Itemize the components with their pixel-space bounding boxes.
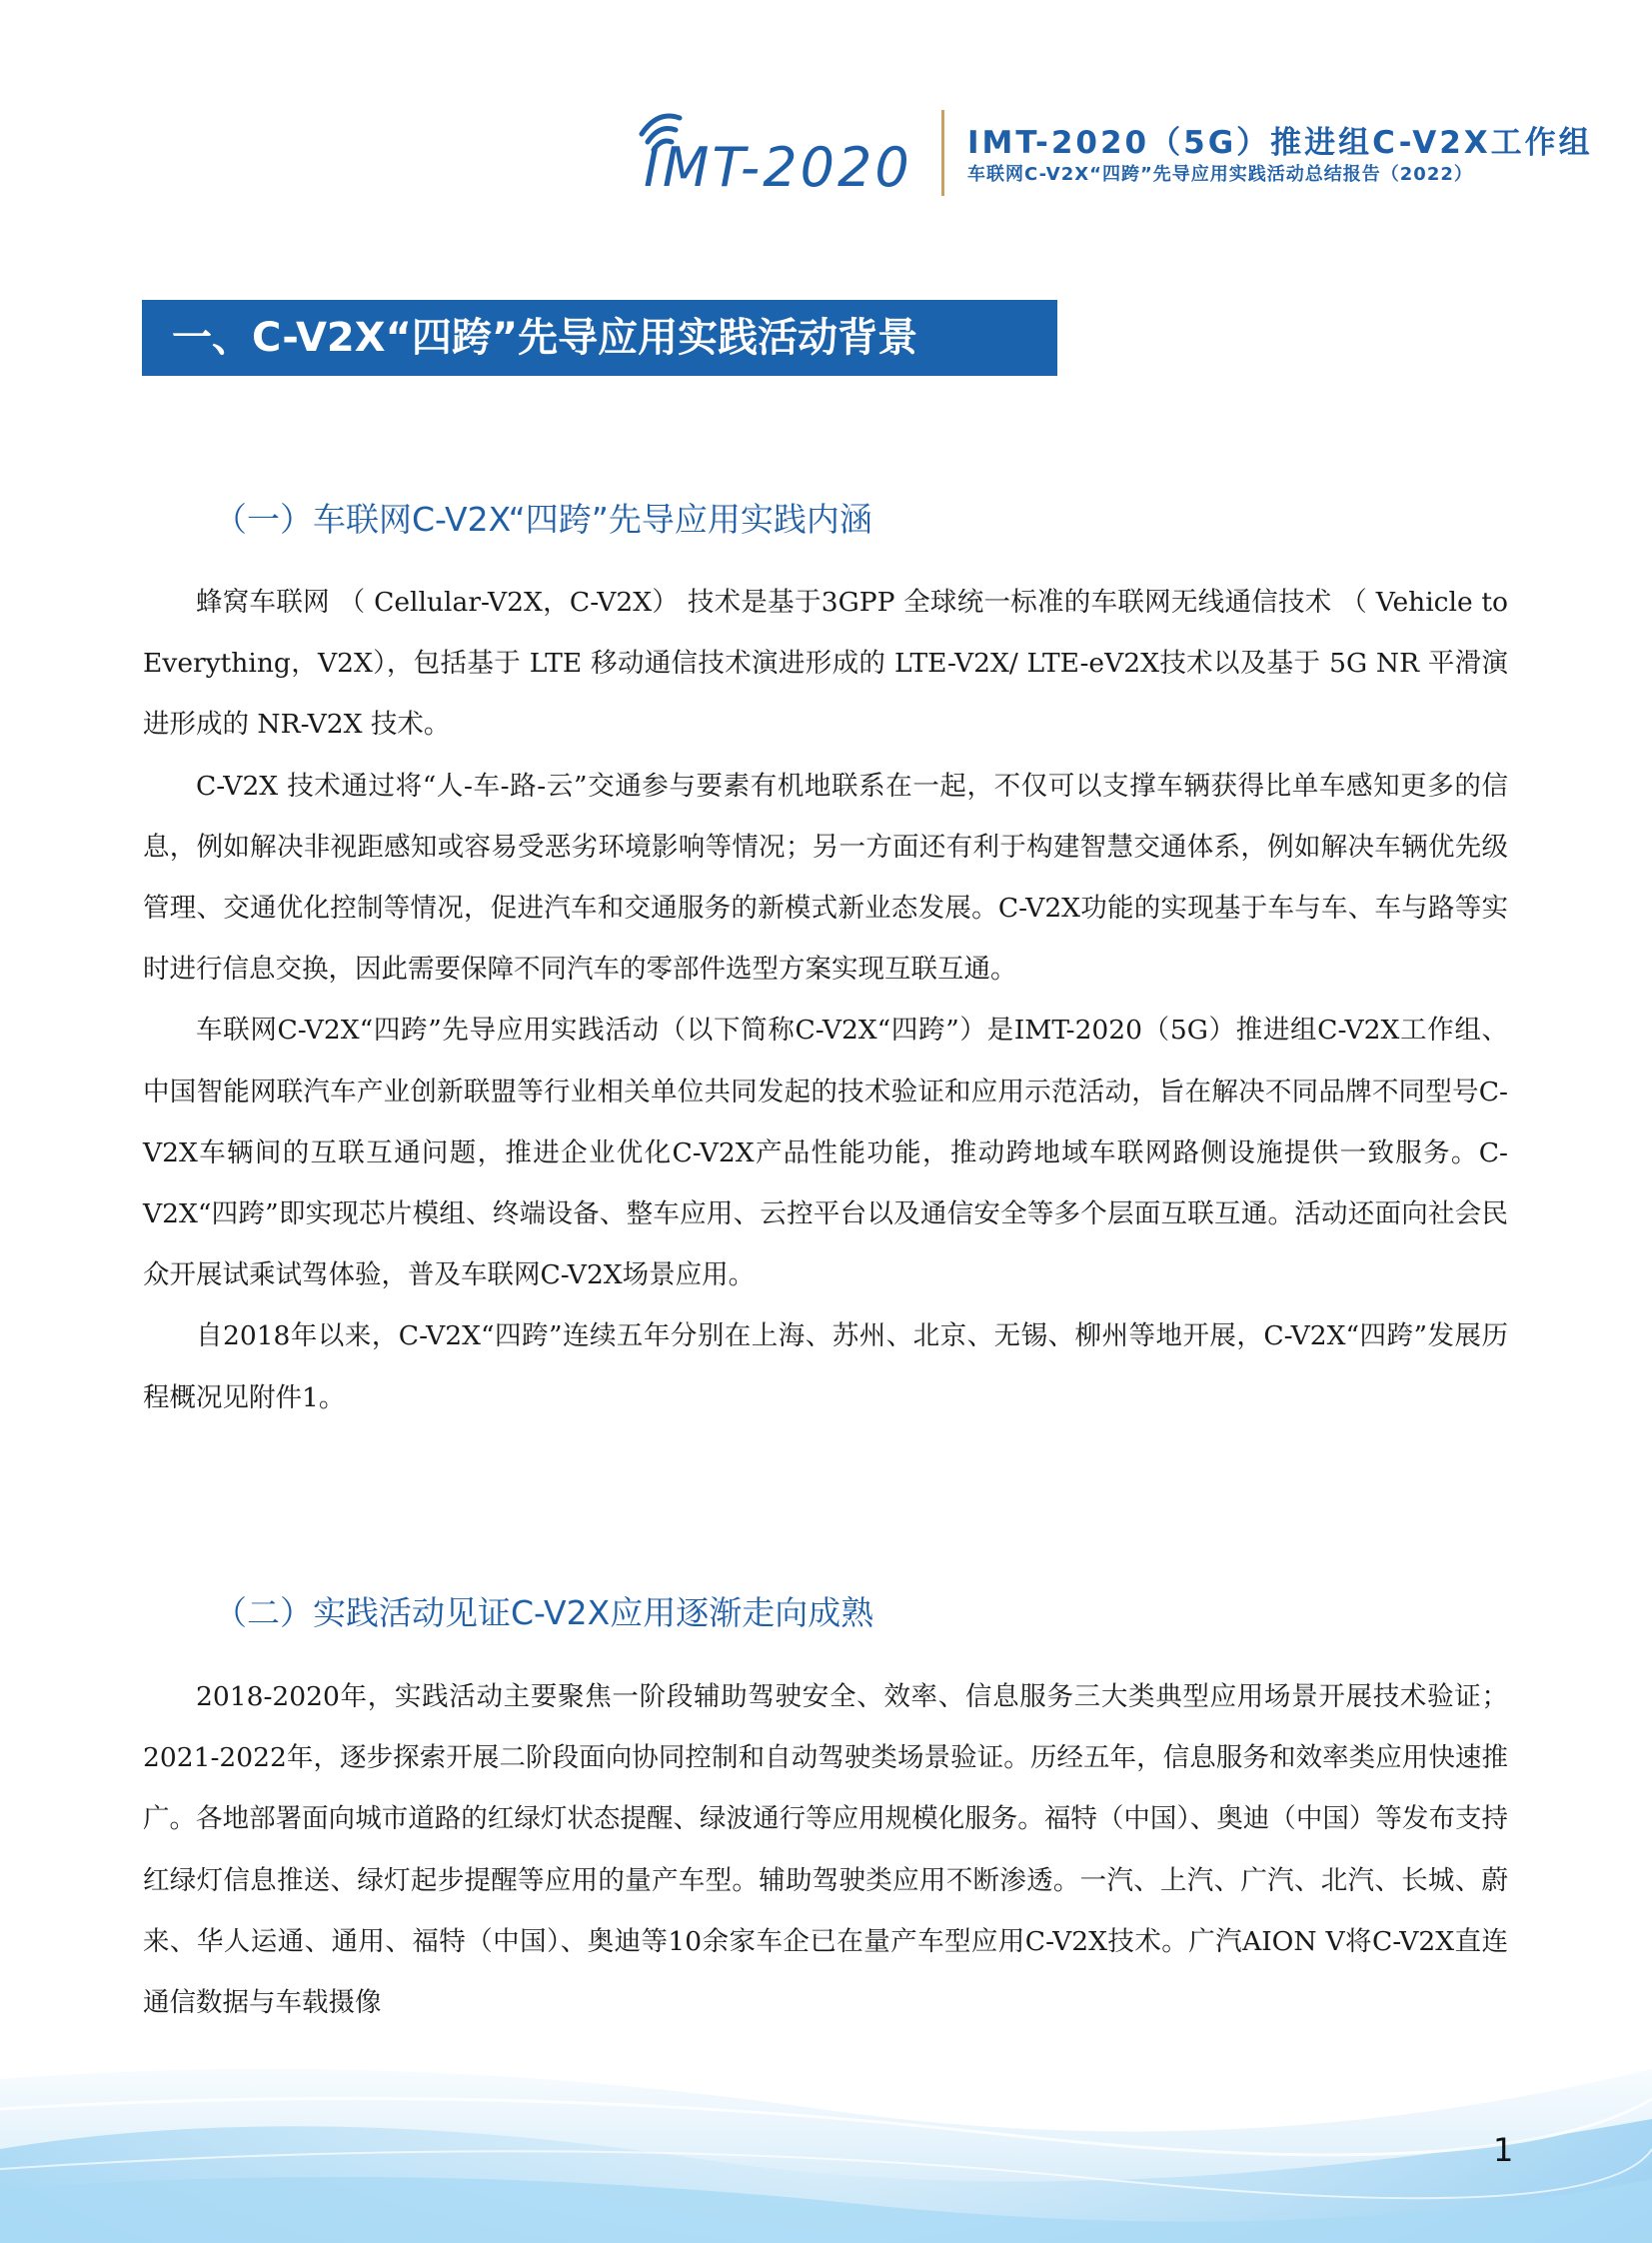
paragraph: C-V2X 技术通过将“人-车-路-云”交通参与要素有机地联系在一起，不仅可以支撑车辆获得比单车感知更多的信息，例如解决非视距感知或容易受恶劣环境影响等情况；另一方面还有利于构建智慧交通体系，例如解决车辆优先级管理、交通优化控制等情况，促进汽车和交通服务的新模式新业态发展。C-V2X功能的实现基于车与车、车与路等实时进行信息交换，因此需要保障不同汽车的零部件选型方案实现互联互通。 [143,770,1508,986]
section-1-body [143,572,1508,1428]
chapter-title: 一、C-V2X“四跨”先导应用实践活动背景 [172,315,918,361]
paragraph: 蜂窝车联网 （ Cellular-V2X，C-V2X） 技术是基于3GPP 全球统一标准的车联网无线通信技术 （ Vehicle to Everything，V2X），包括基于 LTE 移动通信技术演进形成的 LTE-V2X/ LTE-eV2X技术以及基于 5G NR 平滑演进形成的 NR-V2X 技术。 [143,587,1508,741]
header-org-title: IMT-2020（5G）推进组C-V2X工作组 [967,125,1593,161]
imt2020-logo [628,104,915,196]
page-number: 1 [1493,2131,1514,2169]
paragraph: 2018-2020年，实践活动主要聚焦一阶段辅助驾驶安全、效率、信息服务三大类典型应用场景开展技术验证；2021-2022年，逐步探索开展二阶段面向协同控制和自动驾驶类场景验证。历经五年，信息服务和效率类应用快速推广。各地部署面向城市道路的红绿灯状态提醒、绿波通行等应用规模化服务。福特（中国）、奥迪（中国）等发布支持红绿灯信息推送、绿灯起步提醒等应用的量产车型。辅助驾驶类应用不断渗透。一汽、上汽、广汽、北汽、长城、蔚来、华人运通、通用、福特（中国）、奥迪等10余家车企已在量产车型应用C-V2X技术。广汽AION V将C-V2X直连通信数据与车载摄像 [143,1681,1508,2019]
paragraph: 自2018年以来，C-V2X“四跨”连续五年分别在上海、苏州、北京、无锡、柳州等地开展，C-V2X“四跨”发展历程概况见附件1。 [143,1320,1508,1413]
header-report-title: 车联网C-V2X“四跨”先导应用实践活动总结报告（2022） [967,164,1473,185]
footer-wave-decoration [0,2039,1652,2243]
paragraph: 车联网C-V2X“四跨”先导应用实践活动（以下简称C-V2X“四跨”）是IMT-2020（5G）推进组C-V2X工作组、中国智能网联汽车产业创新联盟等行业相关单位共同发起的技术验证和应用示范活动，旨在解决不同品牌不同型号C-V2X车辆间的互联互通问题，推进企业优化C-V2X产品性能功能，推动跨地域车联网路侧设施提供一致服务。C-V2X“四跨”即实现芯片模组、终端设备、整车应用、云控平台以及通信安全等多个层面互联互通。活动还面向社会民众开展试乘试驾体验，普及车联网C-V2X场景应用。 [143,1015,1508,1291]
section-heading-1: （一）车联网C-V2X“四跨”先导应用实践内涵 [214,500,872,539]
chapter-banner [142,300,1057,376]
header-divider [941,110,944,196]
section-heading-2: （二）实践活动见证C-V2X应用逐渐走向成熟 [214,1593,874,1632]
logo-text: IMT-2020 [644,136,912,196]
section-2-body [143,1666,1508,2033]
